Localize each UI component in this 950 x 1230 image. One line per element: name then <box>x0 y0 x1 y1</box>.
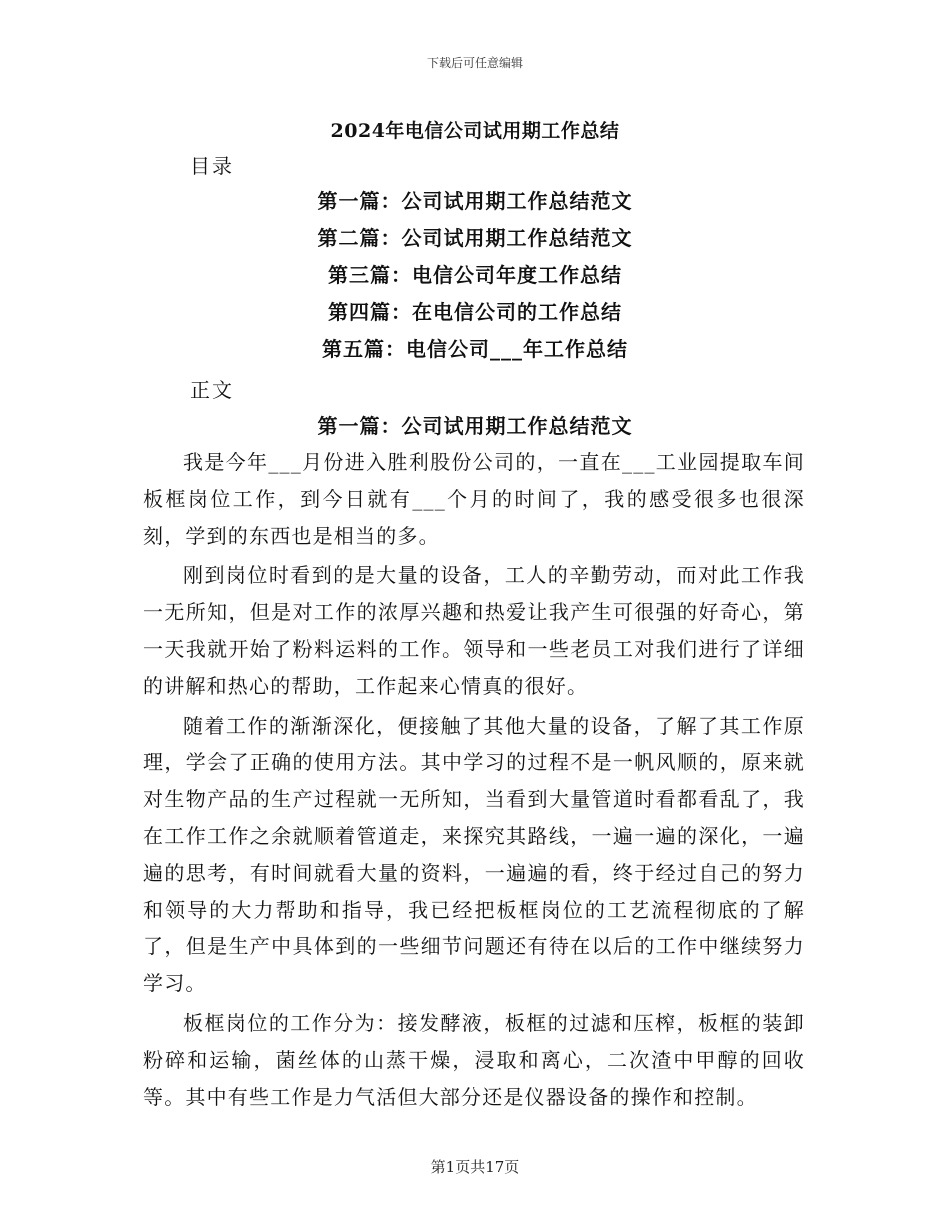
paragraph: 随着工作的渐渐深化，便接触了其他大量的设备，了解了其工作原理，学会了正确的使用方法。其中学习的过程不是一帆风顺的，原来就对生物产品的生产过程就一无所知，当看到大量管道时看都看乱了，我在工作工作之余就顺着管道走，来探究其路线，一遍一遍的深化，一遍遍的思考，有时间就看大量的资料，一遍遍的看，终于经过自己的努力和领导的大力帮助和指导，我已经把板框岗位的工艺流程彻底的了解了，但是生产中具体到的一些细节问题还有待在以后的工作中继续努力学习。 <box>143 713 805 996</box>
section-title: 第一篇：公司试用期工作总结范文 <box>317 414 633 438</box>
page-header: 下载后可任意编辑 <box>426 56 523 70</box>
page-footer: 第1页共17页 <box>430 1158 520 1176</box>
paragraph: 我是今年___月份进入胜利股份公司的，一直在___工业园提取车间板框岗位工作，到今日就有___个月的时间了，我的感受很多也很深刻，学到的东西也是相当的多。 <box>143 450 805 548</box>
body-content <box>143 444 805 1118</box>
toc-item-3: 第三篇：电信公司年度工作总结 <box>328 263 622 287</box>
toc-item-4: 第四篇：在电信公司的工作总结 <box>328 300 622 324</box>
body-label: 正文 <box>190 378 234 402</box>
document-title: 2024年电信公司试用期工作总结 <box>330 120 620 142</box>
toc-item-5: 第五篇：电信公司___年工作总结 <box>322 337 628 361</box>
toc-item-2: 第二篇：公司试用期工作总结范文 <box>317 226 633 250</box>
table-of-contents <box>0 186 950 371</box>
toc-label: 目录 <box>190 154 234 178</box>
paragraph: 板框岗位的工作分为：接发酵液，板框的过滤和压榨，板框的装卸粉碎和运输，菌丝体的山蒸干燥，浸取和离心，二次渣中甲醇的回收等。其中有些工作是力气活但大部分还是仪器设备的操作和控制。 <box>143 1010 805 1109</box>
paragraph: 刚到岗位时看到的是大量的设备，工人的辛勤劳动，而对此工作我一无所知，但是对工作的浓厚兴趣和热爱让我产生可很强的好奇心，第一天我就开始了粉料运料的工作。领导和一些老员工对我们进行了详细的讲解和热心的帮助，工作起来心情真的很好。 <box>143 563 805 698</box>
toc-item-1: 第一篇：公司试用期工作总结范文 <box>317 189 633 213</box>
